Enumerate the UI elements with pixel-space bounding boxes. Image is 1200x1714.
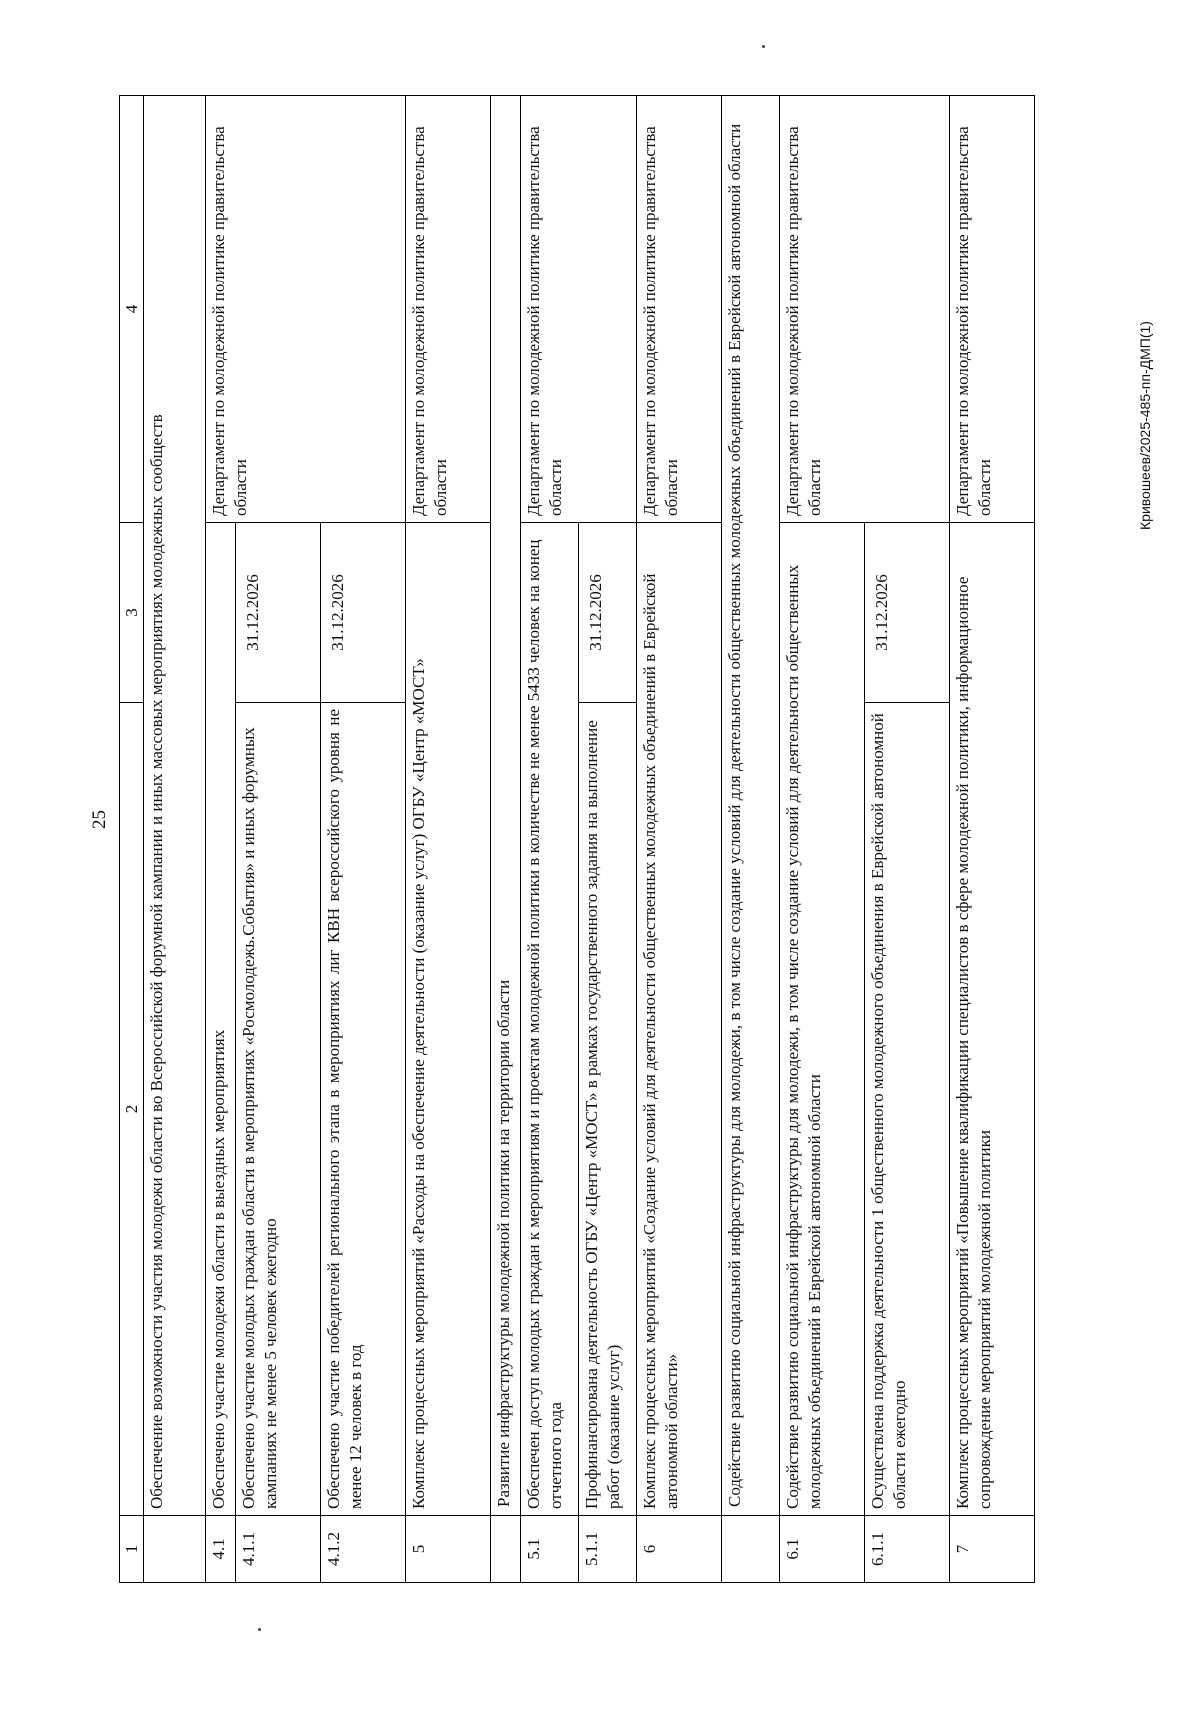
responsible-department: Департамент по молодежной политике правительства области: [637, 96, 722, 523]
responsible-department: Департамент по молодежной политике правительства области: [521, 96, 637, 523]
row-number: 4.1.2: [321, 1516, 406, 1583]
table-row: [406, 96, 491, 1583]
row-text: Обеспечен доступ молодых граждан к мероприятиям и проектам молодежной политики в количестве не менее 5433 человек на конец отчетного года: [521, 523, 579, 1516]
row-number: 5: [406, 1516, 491, 1583]
row-number: [144, 1516, 206, 1583]
header-col-1: 1: [120, 1516, 144, 1583]
row-text: Комплекс процессных мероприятий «Создание условий для деятельности общественных молодежных объединений в Еврейской автономной области»: [637, 523, 722, 1516]
row-text: Обеспечено участие молодых граждан области в мероприятиях «Росмолодежь.События» и иных форумных кампаниях не менее 5 человек ежегодно: [236, 703, 321, 1516]
header-col-4: 4: [120, 96, 144, 523]
table-row: [780, 96, 865, 1583]
table-row: [521, 96, 579, 1583]
row-text: Обеспечено участие молодежи области в выездных мероприятиях: [206, 523, 236, 1516]
table-row: [206, 96, 236, 1583]
section-heading: Обеспечение возможности участия молодежи области во Всероссийской форумной кампании и иных массовых мероприятиях молодежных сообществ: [144, 96, 206, 1516]
page-number: 25: [89, 810, 110, 829]
table-row: [491, 96, 521, 1583]
responsible-department: Департамент по молодежной политике правительства области: [406, 96, 491, 523]
row-number: 5.1.1: [579, 1516, 637, 1583]
row-number: [491, 1516, 521, 1583]
row-text: Профинансирована деятельность ОГБУ «Центр «МОСТ» в рамках государственного задания на выполнение работ (оказание услуг): [579, 703, 637, 1516]
row-number: 6.1.1: [865, 1516, 950, 1583]
row-number: 5.1: [521, 1516, 579, 1583]
rotated-table-container: [119, 96, 1084, 1583]
table-row: [637, 96, 722, 1583]
responsible-department: Департамент по молодежной политике правительства области: [206, 96, 406, 523]
row-text: Комплекс процессных мероприятий «Повышение квалификации специалистов в сфере молодежной политики, информационное сопровождение мероприятий молодежной политики: [950, 523, 1035, 1516]
row-number: 4.1.1: [236, 1516, 321, 1583]
due-date: 31.12.2026: [321, 523, 406, 703]
row-text: Содействие развитию социальной инфраструктуры для молодежи, в том числе создание условий для деятельности общественных молодежных объединений в Еврейской автономной области: [780, 523, 865, 1516]
row-number: 6: [637, 1516, 722, 1583]
row-text: Комплекс процессных мероприятий «Расходы на обеспечение деятельности (оказание услуг) ОГБУ «Центр «МОСТ»: [406, 523, 491, 1516]
header-col-2: 2: [120, 703, 144, 1516]
table-row: [722, 96, 780, 1583]
row-number: 7: [950, 1516, 1035, 1583]
header-col-3: 3: [120, 523, 144, 703]
activities-table: [119, 95, 1035, 1583]
responsible-department: Департамент по молодежной политике правительства области: [950, 96, 1035, 523]
scan-speck: [258, 1628, 261, 1631]
row-number: [722, 1516, 780, 1583]
header-row: [120, 96, 144, 1583]
section-heading: Содействие развитию социальной инфраструктуры для молодежи, в том числе создание условий для деятельности общественных молодежных объединений в Еврейской автономной области: [722, 96, 780, 1516]
row-text: Осуществлена поддержка деятельности 1 общественного молодежного объединения в Еврейской автономной области ежегодно: [865, 703, 950, 1516]
scan-speck: [762, 45, 765, 48]
due-date: 31.12.2026: [865, 523, 950, 703]
responsible-department: Департамент по молодежной политике правительства области: [780, 96, 950, 523]
due-date: 31.12.2026: [579, 523, 637, 703]
row-number: 6.1: [780, 1516, 865, 1583]
table-row: [950, 96, 1035, 1583]
row-text: Обеспечено участие победителей регионального этапа в мероприятиях лиг КВН всероссийского уровня не менее 12 человек в год: [321, 703, 406, 1516]
table-row: [144, 96, 206, 1583]
due-date: 31.12.2026: [236, 523, 321, 703]
row-number: 4.1: [206, 1516, 236, 1583]
section-heading: Развитие инфраструктуры молодежной политики на территории области: [491, 96, 521, 1516]
